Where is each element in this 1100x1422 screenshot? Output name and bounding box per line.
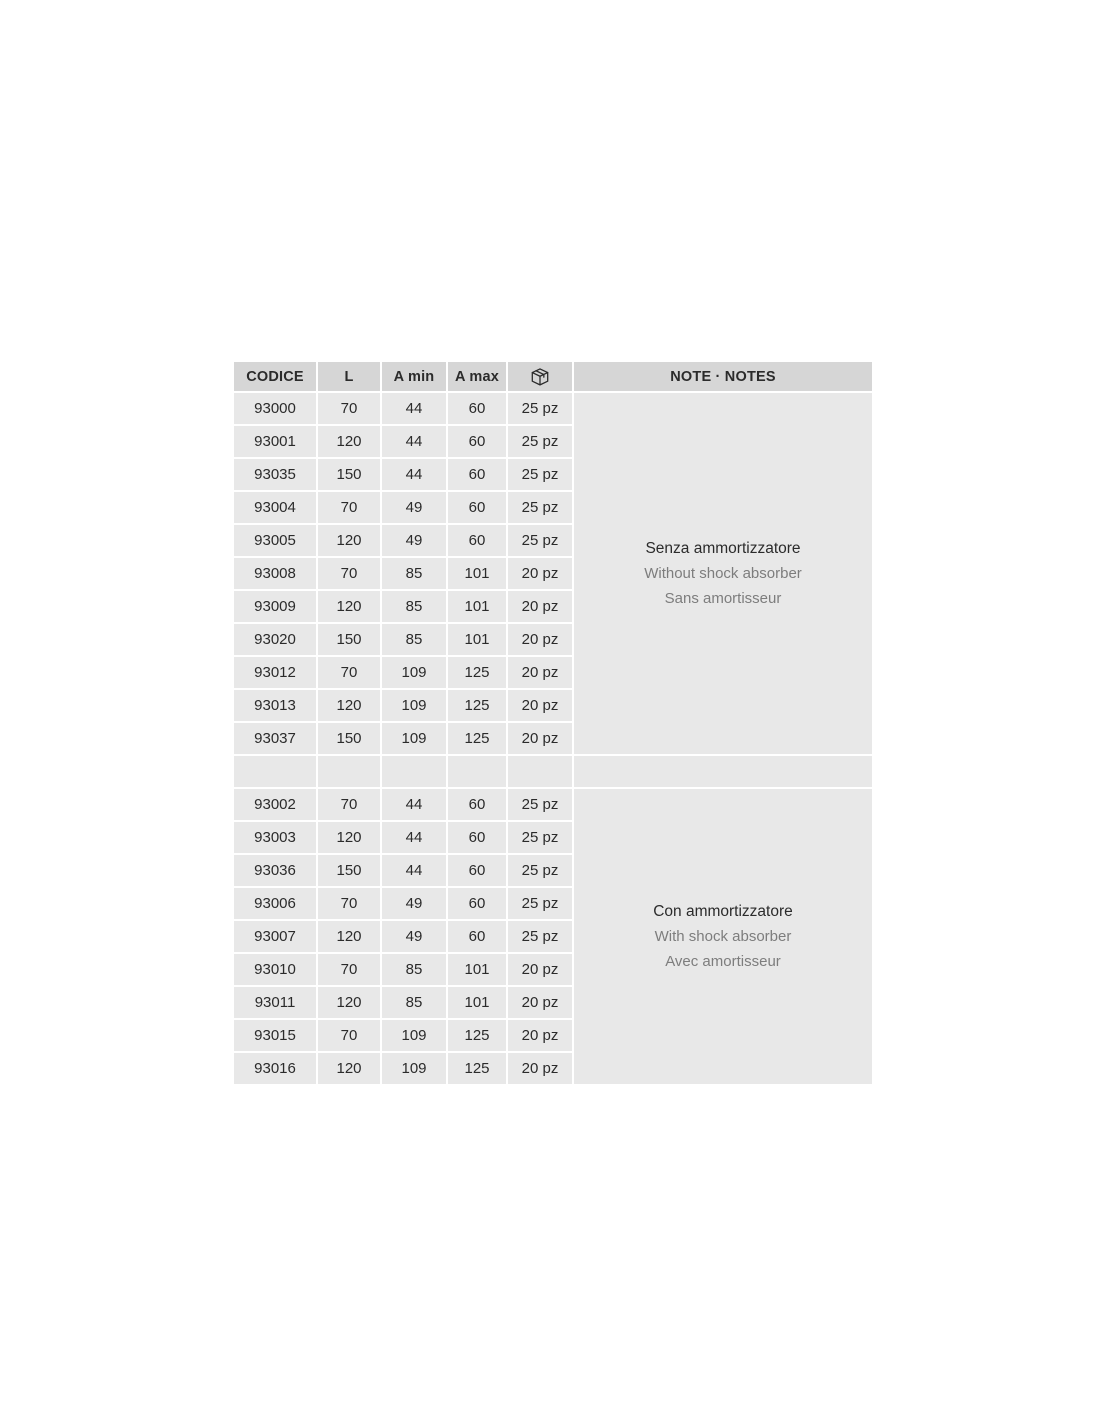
cell-l: 70 — [318, 492, 380, 523]
cell-a-min: 49 — [382, 492, 446, 523]
cell-codice: 93011 — [234, 987, 316, 1018]
cell-a-max: 125 — [448, 1053, 506, 1084]
cell-a-min: 44 — [382, 822, 446, 853]
cell-a-max: 125 — [448, 657, 506, 688]
cell-packaging: 25 pz — [508, 459, 572, 490]
cell-packaging: 25 pz — [508, 393, 572, 424]
note-french: Sans amortisseur — [664, 590, 782, 608]
cell-l: 70 — [318, 1020, 380, 1051]
cell-a-min: 44 — [382, 393, 446, 424]
cell-codice: 93005 — [234, 525, 316, 556]
cell-packaging: 20 pz — [508, 558, 572, 589]
spec-table-container — [232, 360, 866, 1086]
cell-packaging: 20 pz — [508, 657, 572, 688]
cell-packaging: 25 pz — [508, 822, 572, 853]
cell-a-max: 101 — [448, 954, 506, 985]
cell-a-max: 60 — [448, 921, 506, 952]
cell-a-min: 85 — [382, 624, 446, 655]
cell-a-min: 109 — [382, 1020, 446, 1051]
cell-l: 120 — [318, 690, 380, 721]
cell-a-min: 85 — [382, 591, 446, 622]
cell-codice: 93035 — [234, 459, 316, 490]
header-l: L — [318, 362, 380, 391]
cell-packaging: 25 pz — [508, 492, 572, 523]
note-french: Avec amortisseur — [665, 953, 781, 971]
product-spec-table — [232, 360, 874, 1086]
cell-l: 70 — [318, 393, 380, 424]
cell-a-max: 125 — [448, 690, 506, 721]
cell-a-min: 49 — [382, 921, 446, 952]
cell-a-max: 60 — [448, 855, 506, 886]
separator-cell — [574, 756, 872, 787]
cell-codice: 93020 — [234, 624, 316, 655]
header-row — [234, 362, 872, 391]
cell-a-min: 109 — [382, 690, 446, 721]
cell-a-max: 60 — [448, 426, 506, 457]
cell-codice: 93002 — [234, 789, 316, 820]
cell-a-min: 44 — [382, 459, 446, 490]
cell-a-min: 44 — [382, 855, 446, 886]
separator-cell — [382, 756, 446, 787]
cell-a-min: 44 — [382, 426, 446, 457]
cell-l: 120 — [318, 591, 380, 622]
cell-l: 120 — [318, 525, 380, 556]
cell-a-min: 49 — [382, 888, 446, 919]
cell-a-max: 60 — [448, 459, 506, 490]
cell-l: 120 — [318, 987, 380, 1018]
separator-cell — [448, 756, 506, 787]
cell-codice: 93000 — [234, 393, 316, 424]
cell-packaging: 20 pz — [508, 954, 572, 985]
cell-packaging: 20 pz — [508, 624, 572, 655]
note-italian: Senza ammortizzatore — [645, 539, 801, 557]
cell-a-max: 60 — [448, 492, 506, 523]
cell-l: 150 — [318, 855, 380, 886]
cell-a-min: 109 — [382, 1053, 446, 1084]
cell-a-min: 49 — [382, 525, 446, 556]
cell-a-max: 125 — [448, 723, 506, 754]
cell-a-min: 44 — [382, 789, 446, 820]
cell-packaging: 25 pz — [508, 525, 572, 556]
cell-a-max: 60 — [448, 789, 506, 820]
cell-codice: 93013 — [234, 690, 316, 721]
cell-codice: 93006 — [234, 888, 316, 919]
cell-codice: 93015 — [234, 1020, 316, 1051]
separator-cell — [508, 756, 572, 787]
cell-a-max: 60 — [448, 822, 506, 853]
box-icon — [529, 366, 551, 388]
cell-a-min: 109 — [382, 657, 446, 688]
cell-packaging: 20 pz — [508, 1053, 572, 1084]
cell-codice: 93003 — [234, 822, 316, 853]
cell-a-max: 101 — [448, 558, 506, 589]
separator-cell — [234, 756, 316, 787]
cell-codice: 93037 — [234, 723, 316, 754]
cell-a-min: 85 — [382, 954, 446, 985]
cell-l: 120 — [318, 426, 380, 457]
cell-l: 70 — [318, 888, 380, 919]
cell-packaging: 20 pz — [508, 591, 572, 622]
cell-l: 150 — [318, 459, 380, 490]
cell-l: 70 — [318, 789, 380, 820]
separator-cell — [318, 756, 380, 787]
cell-l: 120 — [318, 822, 380, 853]
cell-a-max: 60 — [448, 393, 506, 424]
cell-packaging: 20 pz — [508, 723, 572, 754]
header-codice: CODICE — [234, 362, 316, 391]
cell-codice: 93001 — [234, 426, 316, 457]
table-body — [234, 393, 872, 1084]
cell-l: 150 — [318, 723, 380, 754]
note-italian: Con ammortizzatore — [653, 902, 793, 920]
cell-a-min: 85 — [382, 987, 446, 1018]
cell-l: 70 — [318, 558, 380, 589]
cell-codice: 93016 — [234, 1053, 316, 1084]
cell-a-max: 101 — [448, 591, 506, 622]
cell-l: 70 — [318, 954, 380, 985]
cell-codice: 93009 — [234, 591, 316, 622]
cell-packaging: 20 pz — [508, 690, 572, 721]
cell-l: 120 — [318, 1053, 380, 1084]
cell-l: 70 — [318, 657, 380, 688]
cell-codice: 93007 — [234, 921, 316, 952]
cell-packaging: 20 pz — [508, 987, 572, 1018]
table-row — [234, 393, 872, 424]
cell-packaging: 25 pz — [508, 789, 572, 820]
cell-codice: 93004 — [234, 492, 316, 523]
cell-packaging: 25 pz — [508, 888, 572, 919]
cell-a-max: 60 — [448, 525, 506, 556]
cell-a-max: 125 — [448, 1020, 506, 1051]
cell-a-max: 60 — [448, 888, 506, 919]
header-notes: NOTE · NOTES — [574, 362, 872, 391]
header-packaging — [508, 362, 572, 391]
group-separator — [234, 756, 872, 787]
notes-cell-group-1 — [574, 393, 872, 754]
cell-l: 150 — [318, 624, 380, 655]
cell-l: 120 — [318, 921, 380, 952]
cell-codice: 93010 — [234, 954, 316, 985]
cell-codice: 93012 — [234, 657, 316, 688]
cell-packaging: 25 pz — [508, 921, 572, 952]
cell-a-max: 101 — [448, 987, 506, 1018]
table-row — [234, 789, 872, 820]
note-english: With shock absorber — [654, 928, 792, 946]
note-english: Without shock absorber — [644, 565, 802, 583]
cell-a-min: 85 — [382, 558, 446, 589]
table-header — [234, 362, 872, 391]
header-a-min: A min — [382, 362, 446, 391]
cell-packaging: 25 pz — [508, 855, 572, 886]
cell-a-max: 101 — [448, 624, 506, 655]
cell-codice: 93008 — [234, 558, 316, 589]
header-a-max: A max — [448, 362, 506, 391]
notes-cell-group-2 — [574, 789, 872, 1084]
cell-packaging: 20 pz — [508, 1020, 572, 1051]
cell-packaging: 25 pz — [508, 426, 572, 457]
cell-codice: 93036 — [234, 855, 316, 886]
cell-a-min: 109 — [382, 723, 446, 754]
